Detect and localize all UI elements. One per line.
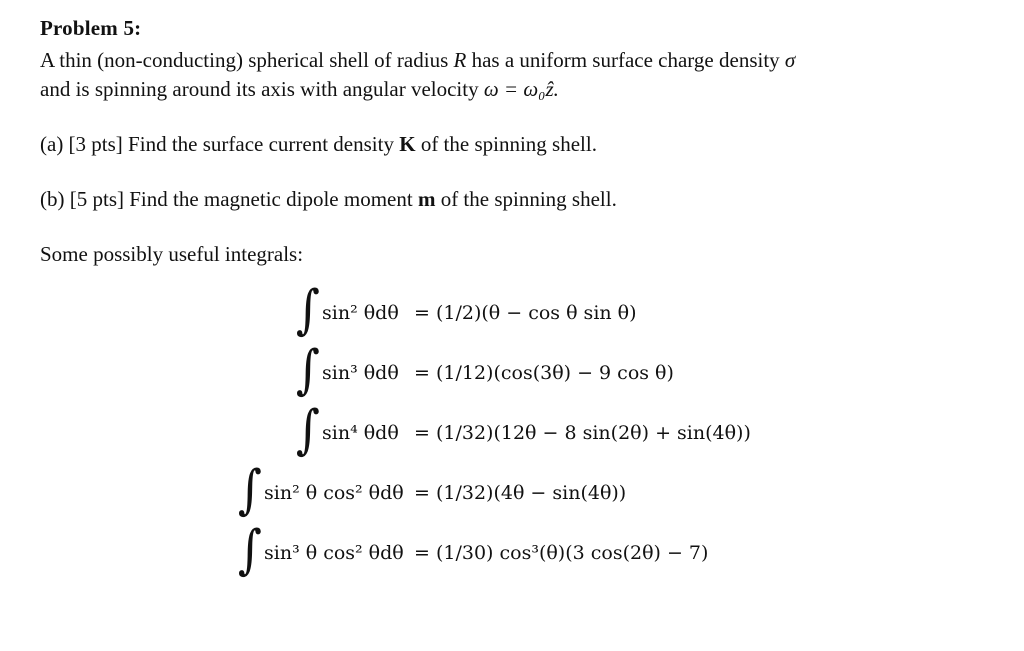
part-b-symbol: m xyxy=(417,187,436,211)
part-b-prefix: (b) [5 pts] Find the magnetic dipole moment xyxy=(40,187,418,211)
integral-3-lhs: sin⁴ θdθ xyxy=(322,422,399,444)
problem-title: Problem 5: xyxy=(40,16,142,40)
intro-text-b: has a uniform surface charge density xyxy=(466,48,785,72)
integral-sign-icon: ∫ xyxy=(238,517,262,581)
part-a-prefix: (a) [3 pts] Find the surface current density xyxy=(40,132,400,156)
integrals-heading: Some possibly useful integrals: xyxy=(40,242,304,266)
integral-2-lhs: sin³ θdθ xyxy=(322,362,399,384)
part-a-symbol: K xyxy=(399,132,416,156)
integral-sign-icon: ∫ xyxy=(296,337,320,401)
integral-5-rhs: = (1/30) cos³(θ)(3 cos(2θ) − 7) xyxy=(414,542,709,564)
integral-2-rhs: = (1/12)(cos(3θ) − 9 cos θ) xyxy=(414,362,674,384)
part-a xyxy=(40,129,597,159)
integral-sign-icon: ∫ xyxy=(296,277,320,341)
intro-text-c: and is spinning around its axis with angular velocity xyxy=(40,77,484,101)
part-b-suffix: of the spinning shell. xyxy=(435,187,617,211)
integral-1-rhs: = (1/2)(θ − cos θ sin θ) xyxy=(414,302,637,324)
integral-sign-icon: ∫ xyxy=(296,397,320,461)
intro-text-a: A thin (non-conducting) spherical shell of radius xyxy=(40,48,454,72)
sigma-symbol: σ xyxy=(784,48,796,72)
part-a-suffix: of the spinning shell. xyxy=(415,132,597,156)
part-b xyxy=(40,184,617,214)
integral-sign-icon: ∫ xyxy=(238,457,262,521)
integral-5-lhs: sin³ θ cos² θdθ xyxy=(264,542,404,564)
intro-line-1 xyxy=(40,45,795,75)
integral-4-rhs: = (1/32)(4θ − sin(4θ)) xyxy=(414,482,627,504)
omega-expression: ω = ω₀ẑ. xyxy=(483,77,559,101)
integral-1-lhs: sin² θdθ xyxy=(322,302,399,324)
integral-3-rhs: = (1/32)(12θ − 8 sin(2θ) + sin(4θ)) xyxy=(414,422,751,444)
radius-symbol: R xyxy=(453,48,467,72)
intro-line-2 xyxy=(40,74,559,104)
integral-4-lhs: sin² θ cos² θdθ xyxy=(264,482,404,504)
